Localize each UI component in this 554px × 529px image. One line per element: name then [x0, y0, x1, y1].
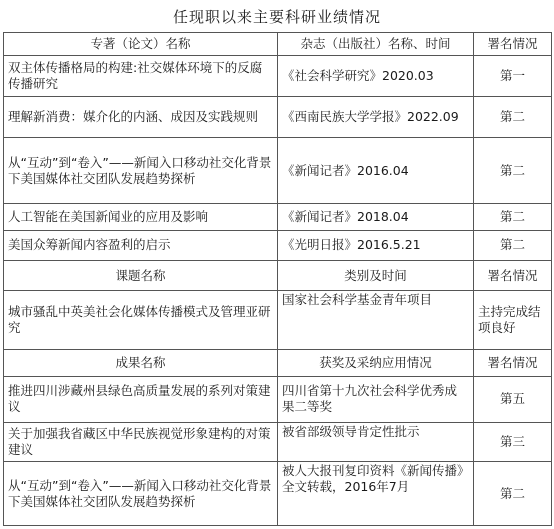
- header-cell: 署名情况: [474, 33, 552, 56]
- table-row: [4, 290, 552, 349]
- paper-sign: 第二: [474, 138, 552, 204]
- result-sign: 第二: [474, 462, 552, 526]
- table-row: [4, 56, 552, 97]
- result-award: 四川省第十九次社会科学优秀成果二等奖: [278, 376, 474, 422]
- paper-journal: 《西南民族大学学报》2022.09: [278, 96, 474, 138]
- paper-sign: 第一: [474, 56, 552, 97]
- paper-journal: 《光明日报》2016.5.21: [278, 230, 474, 261]
- results-header-row: [4, 350, 552, 376]
- result-name: 推进四川涉藏州县绿色高质量发展的系列对策建议: [4, 376, 278, 422]
- project-category: 国家社会科学基金青年项目: [278, 290, 474, 349]
- result-award: 被人大报刊复印资料《新闻传播》全文转载，2016年7月: [278, 462, 474, 526]
- table-row: [4, 376, 552, 422]
- research-table: [3, 32, 552, 526]
- result-award: 被省部级领导肯定性批示: [278, 422, 474, 462]
- header-cell: 类别及时间: [278, 261, 474, 291]
- header-cell: 专著（论文）名称: [4, 33, 278, 56]
- paper-sign: 第二: [474, 96, 552, 138]
- result-name: 从“互动”到“卷入”——新闻入口移动社交化背景下美国媒体社交团队发展趋势探析: [4, 462, 278, 526]
- paper-sign: 第二: [474, 204, 552, 230]
- table-row: [4, 422, 552, 462]
- projects-header-row: [4, 261, 552, 291]
- papers-header-row: [4, 33, 552, 56]
- header-cell: 署名情况: [474, 350, 552, 376]
- table-row: [4, 96, 552, 138]
- result-name: 关于加强我省藏区中华民族视觉形象建构的对策建议: [4, 422, 278, 462]
- table-row: [4, 204, 552, 230]
- result-sign: 第五: [474, 376, 552, 422]
- table-row: [4, 462, 552, 526]
- header-cell: 杂志（出版社）名称、时间: [278, 33, 474, 56]
- paper-journal: 《新闻记者》2016.04: [278, 138, 474, 204]
- paper-journal: 《社会科学研究》2020.03: [278, 56, 474, 97]
- page-title: 任现职以来主要科研业绩情况: [172, 8, 381, 26]
- table-row: [4, 138, 552, 204]
- result-sign: 第三: [474, 422, 552, 462]
- table-row: [4, 230, 552, 261]
- header-cell: 课题名称: [4, 261, 278, 291]
- paper-journal: 《新闻记者》2018.04: [278, 204, 474, 230]
- header-cell: 获奖及采纳应用情况: [278, 350, 474, 376]
- paper-name: 人工智能在美国新闻业的应用及影响: [4, 204, 278, 230]
- paper-name: 理解新消费：媒介化的内涵、成因及实践规则: [4, 96, 278, 138]
- header-cell: 署名情况: [474, 261, 552, 291]
- header-cell: 成果名称: [4, 350, 278, 376]
- paper-sign: 第二: [474, 230, 552, 261]
- project-name: 城市骚乱中英美社会化媒体传播模式及管理亚研究: [4, 290, 278, 349]
- project-sign: 主持完成结项良好: [474, 290, 552, 349]
- paper-name: 美国众筹新闻内容盈利的启示: [4, 230, 278, 261]
- paper-name: 从“互动”到“卷入”——新闻入口移动社交化背景下美国媒体社交团队发展趋势探析: [4, 138, 278, 204]
- paper-name: 双主体传播格局的构建:社交媒体环境下的反腐传播研究: [4, 56, 278, 97]
